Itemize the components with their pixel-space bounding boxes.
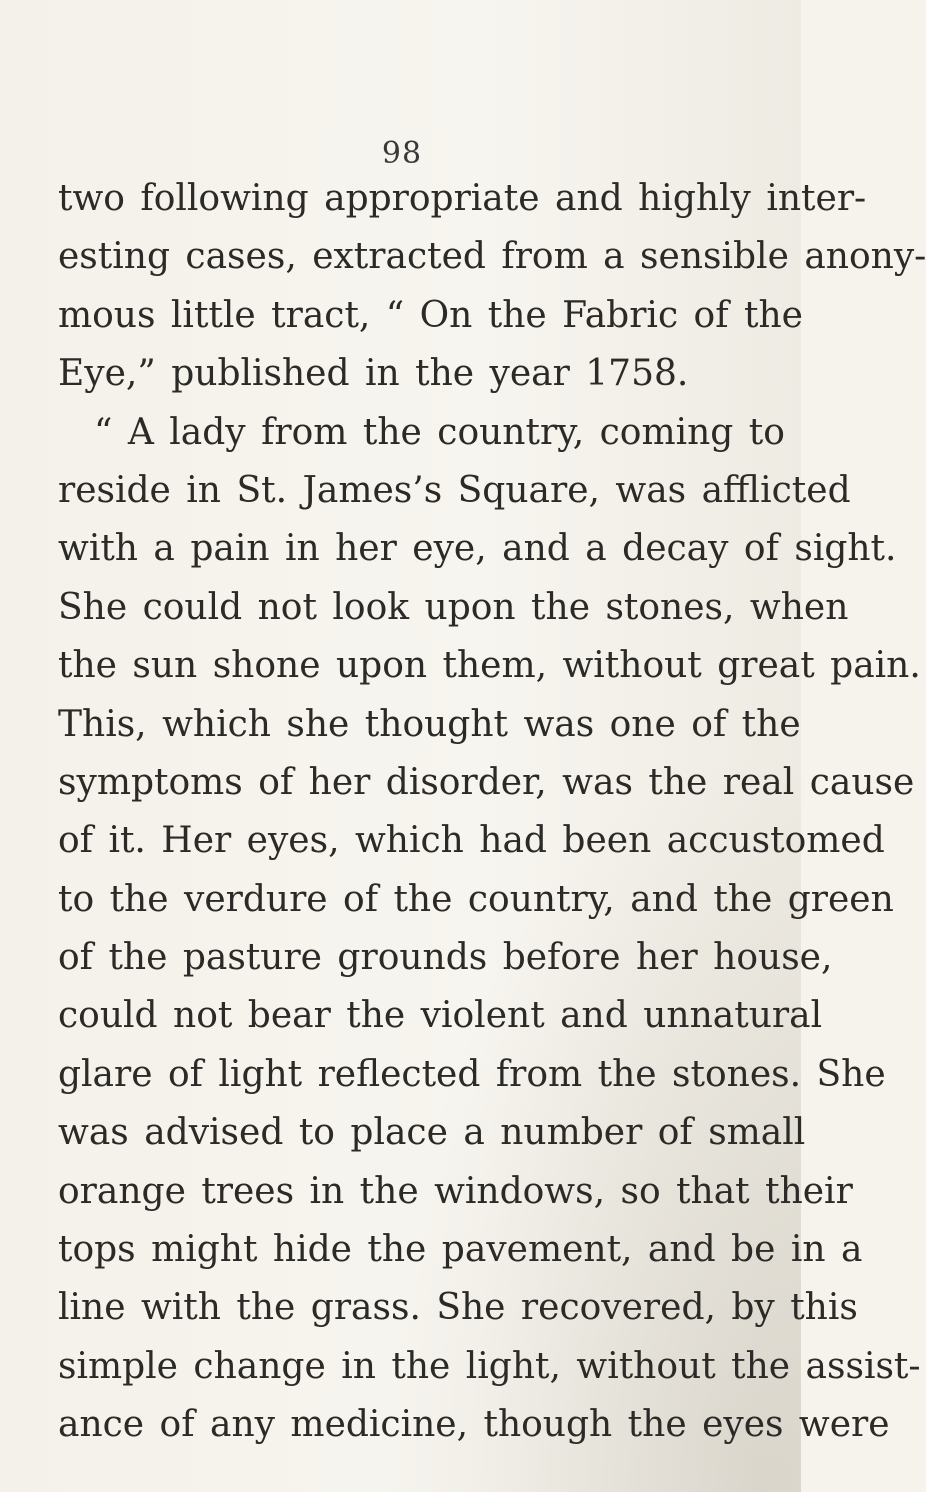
text-line: of it. Her eyes, which had been accustomed [58, 820, 885, 862]
page-number: 98 [381, 136, 423, 171]
text-line: ance of any medicine, though the eyes were [58, 1404, 890, 1446]
text-line: This, which she thought was one of the [58, 703, 801, 745]
text-line: was advised to place a number of small [58, 1112, 806, 1154]
text-line: line with the grass. She recovered, by this [58, 1287, 858, 1329]
text-line: reside in St. James’s Square, was afflicted [58, 469, 851, 511]
text-line: She could not look upon the stones, when [58, 586, 849, 628]
text-line: of the pasture grounds before her house, [58, 937, 833, 979]
text-line: esting cases, extracted from a sensible anony- [58, 236, 926, 278]
text-line: could not bear the violent and unnatural [58, 995, 823, 1037]
text-line: mous little tract, “ On the Fabric of the [58, 294, 803, 336]
text-line: two following appropriate and highly inter- [58, 178, 867, 219]
text-line: symptoms of her disorder, was the real cause [58, 761, 915, 803]
text-line: “ A lady from the country, coming to [94, 411, 785, 453]
text-line: the sun shone upon them, without great pain. [58, 645, 921, 687]
body-text [58, 170, 926, 1455]
text-line: Eye,” published in the year 1758. [58, 353, 689, 395]
text-line: orange trees in the windows, so that their [58, 1170, 853, 1212]
text-line: tops might hide the pavement, and be in a [58, 1229, 863, 1271]
text-line: to the verdure of the country, and the green [58, 878, 894, 920]
text-line: simple change in the light, without the assist- [58, 1345, 921, 1387]
text-line: glare of light reflected from the stones. She [58, 1053, 886, 1095]
text-line: with a pain in her eye, and a decay of sight. [58, 528, 897, 570]
